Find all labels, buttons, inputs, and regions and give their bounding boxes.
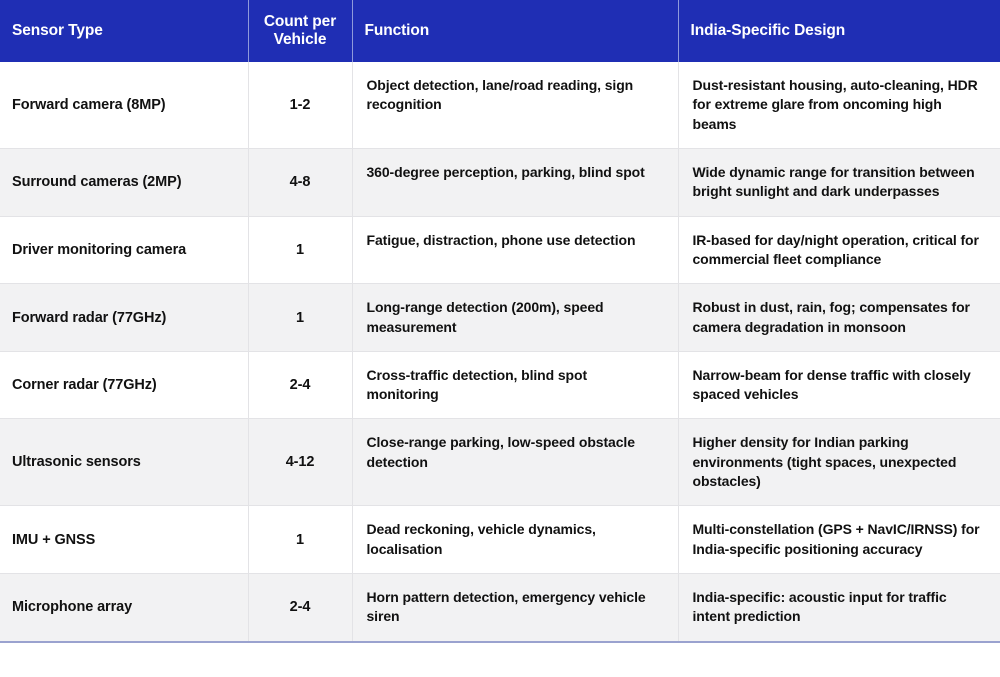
cell-sensor-type: Surround cameras (2MP) <box>0 148 248 216</box>
cell-count: 1-2 <box>248 62 352 148</box>
cell-india-design: IR-based for day/night operation, critical for commercial fleet compliance <box>678 216 1000 284</box>
cell-sensor-type: Microphone array <box>0 574 248 642</box>
cell-function: Fatigue, distraction, phone use detection <box>352 216 678 284</box>
column-header-sensor-type: Sensor Type <box>0 0 248 62</box>
cell-sensor-type: Corner radar (77GHz) <box>0 351 248 419</box>
cell-india-design: Multi-constellation (GPS + NavIC/IRNSS) for India-specific positioning accuracy <box>678 506 1000 574</box>
table-row <box>0 419 1000 506</box>
cell-sensor-type: Forward camera (8MP) <box>0 62 248 148</box>
cell-india-design: Wide dynamic range for transition between bright sunlight and dark underpasses <box>678 148 1000 216</box>
cell-india-design: Dust-resistant housing, auto-cleaning, HDR for extreme glare from oncoming high beams <box>678 62 1000 148</box>
cell-count: 4-8 <box>248 148 352 216</box>
cell-india-design: India-specific: acoustic input for traffic intent prediction <box>678 574 1000 642</box>
table-row <box>0 284 1000 352</box>
cell-sensor-type: Ultrasonic sensors <box>0 419 248 506</box>
column-header-india-specific-design: India-Specific Design <box>678 0 1000 62</box>
table-row <box>0 574 1000 642</box>
table-row <box>0 62 1000 148</box>
cell-count: 2-4 <box>248 574 352 642</box>
column-header-count-per-vehicle: Count per Vehicle <box>248 0 352 62</box>
cell-count: 4-12 <box>248 419 352 506</box>
cell-sensor-type: Forward radar (77GHz) <box>0 284 248 352</box>
cell-count: 1 <box>248 216 352 284</box>
header-row <box>0 0 1000 62</box>
cell-count: 1 <box>248 506 352 574</box>
cell-count: 2-4 <box>248 351 352 419</box>
table-body <box>0 62 1000 642</box>
cell-india-design: Higher density for Indian parking environments (tight spaces, unexpected obstacles) <box>678 419 1000 506</box>
column-header-function: Function <box>352 0 678 62</box>
cell-sensor-type: Driver monitoring camera <box>0 216 248 284</box>
cell-function: 360-degree perception, parking, blind spot <box>352 148 678 216</box>
cell-india-design: Robust in dust, rain, fog; compensates for camera degradation in monsoon <box>678 284 1000 352</box>
cell-sensor-type: IMU + GNSS <box>0 506 248 574</box>
table-row <box>0 148 1000 216</box>
cell-function: Dead reckoning, vehicle dynamics, localisation <box>352 506 678 574</box>
cell-function: Object detection, lane/road reading, sign recognition <box>352 62 678 148</box>
cell-function: Horn pattern detection, emergency vehicle siren <box>352 574 678 642</box>
cell-function: Long-range detection (200m), speed measurement <box>352 284 678 352</box>
cell-india-design: Narrow-beam for dense traffic with closely spaced vehicles <box>678 351 1000 419</box>
table-row <box>0 216 1000 284</box>
cell-count: 1 <box>248 284 352 352</box>
table-row <box>0 351 1000 419</box>
cell-function: Cross-traffic detection, blind spot monitoring <box>352 351 678 419</box>
cell-function: Close-range parking, low-speed obstacle detection <box>352 419 678 506</box>
table-row <box>0 506 1000 574</box>
table-header <box>0 0 1000 62</box>
